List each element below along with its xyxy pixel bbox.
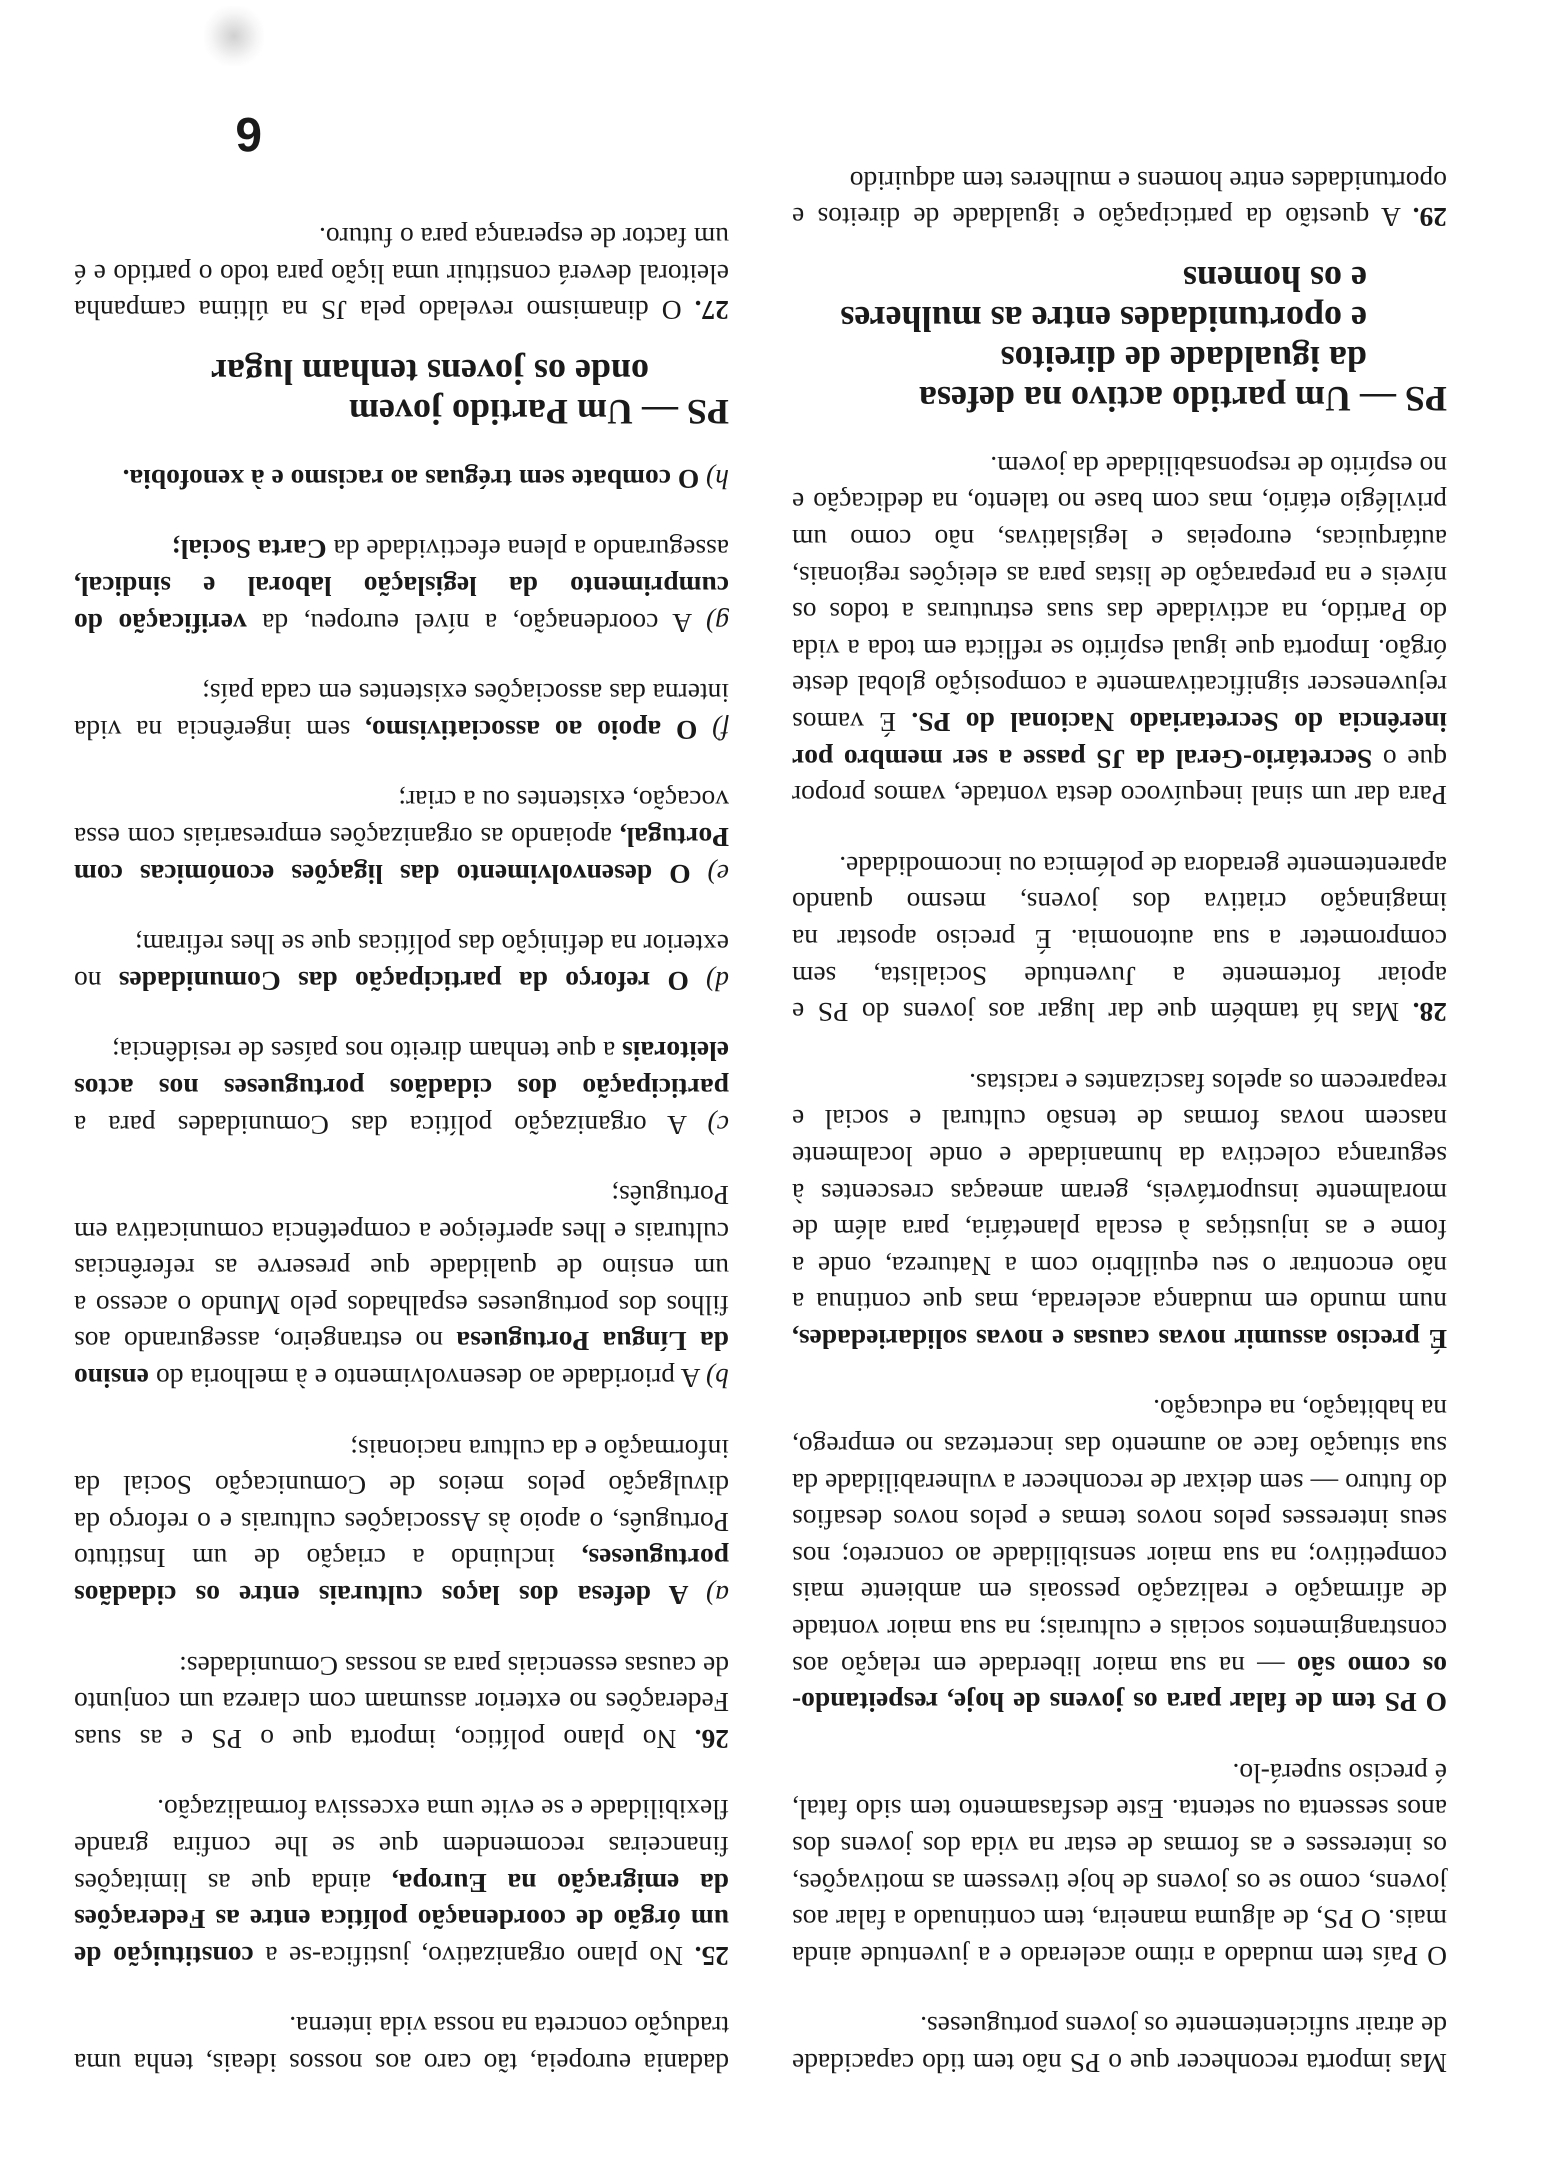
numbered-paragraph xyxy=(74,218,729,328)
bold-phrase: A defesa dos laços culturais entre os cidadãos portugueses, xyxy=(74,1543,729,1612)
bold-phrase: O combate sem tréguas ao racismo e à xenofobia. xyxy=(122,463,707,495)
paragraph-text: O País tem mudado a ritmo acelerado e a juventude ainda mais. O PS, de alguma maneira, tem continuado a falar aos jovens, como se os jovens de hoje tivessem as motivações, os interesses e as formas de estar na vida dos jovens dos anos sessenta ou setenta. Este desfasamento tem sido fatal, é preciso superá-lo. xyxy=(792,1757,1447,1972)
paragraph-number: 25. xyxy=(694,1940,729,1972)
paragraph-text: dadania europeia, tão caro aos nossos ideais, tenha uma tradução concreta na nossa vida interna. xyxy=(74,2011,729,2079)
paragraph-text: apoiando as organizações empresariais com essa vocação, existentes ou a criar; xyxy=(74,785,729,853)
scan-artifact xyxy=(204,6,264,66)
numbered-paragraph xyxy=(792,847,1447,1030)
right-column xyxy=(74,218,729,2081)
item-label: a) xyxy=(706,1580,729,1612)
paragraph xyxy=(792,1064,1447,1357)
left-column xyxy=(792,162,1447,2081)
bold-phrase: O PS tem de falar para os jovens de hoje, respeitando-os como são xyxy=(792,1650,1447,1719)
bold-phrase: O reforço da participação das Comunidades xyxy=(118,965,707,997)
item-label: f) xyxy=(712,714,729,746)
paragraph xyxy=(792,447,1447,813)
numbered-paragraph xyxy=(74,1647,729,1757)
list-item xyxy=(74,782,729,892)
paragraph-text: Mas há também que dar lugar aos jovens do PS e apoiar fortemente a Juventude Socialista, sem comprometer a sua autonomia. É preciso apostar na imaginação criativa dos jovens, mesmo quando aparentemente geradora de polémica ou incomodidade. xyxy=(792,850,1447,1029)
paragraph-text: assegurando a plena efectividade da xyxy=(326,534,729,566)
paragraph-text: A organização política das Comunidades para a xyxy=(74,1109,708,1141)
paragraph-text: A questão da participação e igualdade de direitos e oportunidades entre homens e mulheres tem adquirido xyxy=(792,165,1447,234)
list-item xyxy=(74,1033,729,1143)
paragraph-text: incluindo a criação de um Instituto Português, o apoio às Associações culturais e o reforço da divulgação pelos meios de Comunicação Social da informação e da cultura nacionais; xyxy=(74,1433,729,1575)
paragraph-text: — na sua maior liberdade em relação aos constrangimentos sociais e culturais; na sua maior vontade de afirmação e realização pessoais em ambiente mais competitivo; na sua maior sensibilidade ao concreto; nos seus interesses pelos novos temas e pelos novos desafios do futuro — sem deixar de reconhecer a vulnerabilidade da sua situação face ao aumento das incertezas no emprego, na habitação, na educação. xyxy=(792,1394,1447,1682)
numbered-paragraph xyxy=(74,1791,729,1974)
bold-phrase: É preciso assumir novas causas e novas solidariedades, xyxy=(792,1323,1447,1355)
bold-phrase: Secretário-Geral da JS passe a ser membro por inerência do Secretariado Nacional do PS. xyxy=(792,707,1447,775)
item-label: d) xyxy=(706,965,729,997)
page-number: 6 xyxy=(235,107,262,160)
item-label: b) xyxy=(706,1363,729,1395)
paragraph xyxy=(74,2008,729,2081)
paragraph-text: A prioridade ao desenvolvimento e à melhoria do xyxy=(148,1363,707,1395)
item-label: g) xyxy=(706,607,729,639)
bold-phrase: verificação do cumprimento da legislação laboral e sindical, xyxy=(74,571,729,639)
list-item xyxy=(74,460,729,497)
bold-phrase: O apoio ao associativismo, xyxy=(365,714,713,746)
paragraph-number: 29. xyxy=(1412,202,1447,234)
paragraph-text: sem ingerência na vida interna das associações existentes em cada país; xyxy=(74,678,729,746)
bold-phrase: ensino da Língua Portuguesa xyxy=(74,1326,729,1395)
paragraph-text: num mundo em mudança acelerada, mas que continua a não encontrar o seu equilíbrio com a Natureza, onde a fome e as injustiças à escala planetária, para além de moralmente insuportáveis, geram ameaças crescentes à segurança colectiva da humanidade e onde localmente nascem novas formas de tensão cultural e social e reaparecem os apelos fascizantes e racistas. xyxy=(792,1067,1447,1319)
paragraph xyxy=(792,2008,1447,2081)
heading-line: e os homens xyxy=(1182,259,1367,300)
paragraph-text: a que tenham direito nos países de residência; xyxy=(111,1036,623,1068)
paragraph-text: No plano político, importa que o PS e as suas Federações no exterior assumam com clareza um conjunto de causas essenciais para as nossas Comunidades: xyxy=(74,1650,729,1755)
paragraph-text: No plano organizativo, justifica-se a xyxy=(253,1940,695,1972)
paragraph-number: 26. xyxy=(694,1723,729,1755)
bold-phrase: O desenvolvimento das ligações económicas com Portugal, xyxy=(74,821,729,890)
list-item xyxy=(74,1177,729,1397)
numbered-paragraph xyxy=(792,162,1447,235)
list-item xyxy=(74,675,729,748)
section-heading xyxy=(792,259,1447,419)
heading-line: e oportunidades entre as mulheres xyxy=(840,299,1367,340)
item-label: e) xyxy=(707,858,729,890)
list-item xyxy=(74,531,729,641)
paragraph-text: ainda que as limitações financeiras recomendem que se lhe confira grande flexibilidade e se evite uma excessiva formalização. xyxy=(74,1794,729,1899)
item-label: h) xyxy=(706,463,729,495)
bold-phrase: Carta Social; xyxy=(171,534,327,566)
heading-line: PS — Um partido activo na defesa xyxy=(919,379,1447,420)
heading-line: PS — Um Partido jovem xyxy=(349,392,729,433)
paragraph-number: 27. xyxy=(694,295,729,327)
paragraph-text: Para dar um sinal inequívoco desta vontade, vamos propor que o xyxy=(792,743,1447,812)
list-item xyxy=(74,1430,729,1613)
item-label: c) xyxy=(707,1109,729,1141)
paragraph-text: É vamos rejuvenescer significativamente a composição global deste órgão. Importa que igual espírito se reflicta em toda a vida do Partido, na actividade das suas estruturas a todos os níveis e na preparação de listas para as eleições regionais, autárquicas, europeias e legislativas, não como um privilégio etário, mas com base no talento, na dedicação e no espírito de responsabilidade da jovem. xyxy=(792,450,1447,738)
paragraph-text: no estrangeiro, assegurando aos filhos dos portugueses espalhados pelo Mundo o acesso a um ensino de qualidade que preserve as referências culturais e lhes aperfeiçoe a competência comunicativa em Português; xyxy=(74,1180,729,1358)
paragraph-text: no exterior na definição das políticas que se lhes refiram; xyxy=(73,929,729,997)
paragraph-text: Mas importa reconhecer que o PS não tem tido capacidade de atrair suficientemente os jovens portugueses. xyxy=(792,2011,1447,2079)
bold-phrase: participação dos cidadãos portugueses nos actos eleitorais xyxy=(74,1036,729,1104)
heading-line: da igualdade de direitos xyxy=(1000,339,1367,380)
paragraph xyxy=(792,1391,1447,1720)
section-heading xyxy=(74,352,729,432)
list-item xyxy=(74,926,729,999)
paragraph-text: O dinamismo revelado pela JS na última campanha eleitoral deverá constituir uma lição para todo o partido e é um factor de esperança para o futuro. xyxy=(74,222,729,327)
paragraph-text: A coordenação, a nível europeu, da xyxy=(246,607,707,639)
heading-line: onde os jovens tenham lugar xyxy=(210,352,649,393)
paragraph-number: 28. xyxy=(1412,997,1447,1029)
bold-phrase: constituição de um órgão de coordenação política entre as Federações da emigração na Europa, xyxy=(74,1867,729,1972)
paragraph xyxy=(792,1754,1447,1974)
